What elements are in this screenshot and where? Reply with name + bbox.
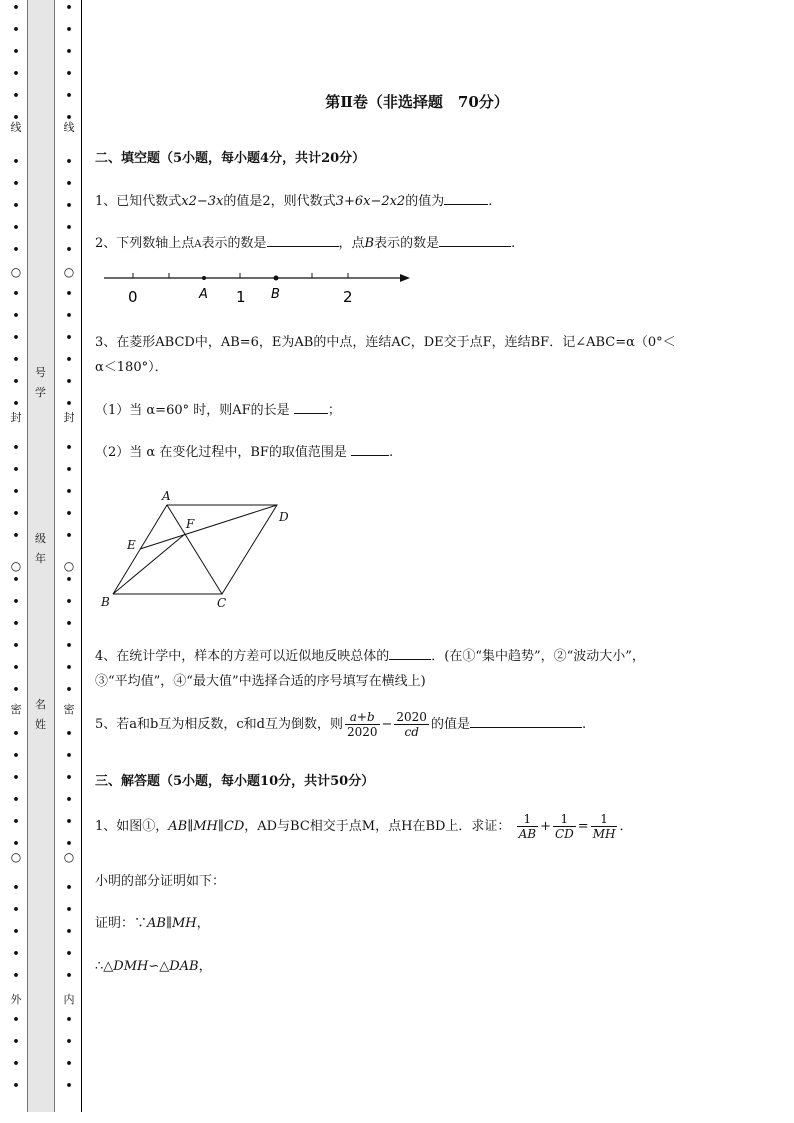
seal-char: 外 (10, 993, 22, 1006)
seal-dot: • (12, 177, 20, 190)
seal-dot: • (12, 925, 20, 938)
seal-dot: • (12, 837, 20, 850)
seal-dot: • (12, 89, 20, 102)
seal-dot: • (12, 573, 20, 586)
seal-dot: • (12, 287, 20, 300)
seal-dot: • (65, 243, 73, 256)
seal-char: ○ (10, 265, 22, 279)
seal-dot: • (12, 771, 20, 784)
seal-dot: • (65, 1013, 73, 1026)
seal-dot: • (12, 1079, 20, 1092)
field-label: 姓 (35, 718, 46, 731)
fraction: $\frac{a+b}{2020}$ (346, 710, 378, 739)
seal-dot: • (65, 331, 73, 344)
seal-dot: • (12, 1013, 20, 1026)
solve-question-1: 1、如图①，AB∥MH∥CD，AD与BC相交于点M，点H在BD上．求证： $\frac{1}{AB}$ + $\frac{1}{CD}$ = $\frac{1}{MH}$ ． (95, 812, 633, 841)
seal-dot: • (12, 45, 20, 58)
seal-dot: • (65, 199, 73, 212)
section-heading: 二、填空题（5小题，每小题4分，共计20分） (95, 151, 366, 166)
seal-dot: • (65, 45, 73, 58)
seal-dot: • (65, 111, 73, 124)
seal-dot: • (65, 67, 73, 80)
question-4: 4、在统计学中，样本的方差可以近似地反映总体的 ．(在①“集中趋势”，②“波动大小”， (95, 649, 645, 664)
answer-blank[interactable] (444, 194, 488, 205)
arrow-icon (400, 274, 410, 282)
point-b (274, 276, 279, 281)
fraction: $\frac{2020}{cd}$ (396, 710, 427, 739)
seal-dot: • (65, 749, 73, 762)
seal-dot: • (12, 1057, 20, 1070)
seal-dot: • (12, 661, 20, 674)
seal-dot: • (12, 639, 20, 652)
seal-dot: • (65, 353, 73, 366)
seal-char: ○ (63, 850, 75, 864)
seal-dot: • (65, 617, 73, 630)
seal-dot: • (12, 353, 20, 366)
seal-dot: • (65, 155, 73, 168)
seal-char: ○ (63, 559, 75, 573)
seal-dot: • (12, 111, 20, 124)
vertex-label: F (186, 517, 195, 531)
seal-char: 封 (63, 411, 75, 424)
seal-dot: • (65, 727, 73, 740)
seal-dot: • (65, 639, 73, 652)
seal-dot: • (65, 177, 73, 190)
seal-dot: • (65, 1, 73, 14)
seal-dot: • (12, 683, 20, 696)
number-label: B (271, 287, 280, 302)
seal-char: ○ (63, 265, 75, 279)
seal-dot: • (12, 155, 20, 168)
seal-dot: • (65, 925, 73, 938)
proof-intro: 小明的部分证明如下： (95, 874, 226, 889)
vertex-label: B (101, 595, 110, 609)
vertex-label: D (279, 510, 289, 524)
seal-char: ○ (10, 559, 22, 573)
question-2: 2、下列数轴上点A表示的数是 ，点B表示的数是 . (95, 236, 516, 251)
seal-dot: • (65, 529, 73, 542)
point-a (202, 276, 206, 280)
rhombus-figure (95, 486, 305, 612)
seal-char: 线 (10, 121, 22, 134)
answer-blank[interactable] (470, 717, 582, 728)
seal-dot: • (12, 441, 20, 454)
proof-step-1: 证明：∵AB∥MH， (95, 916, 210, 931)
page-title: 第Ⅱ卷（非选择题 70分） (325, 93, 509, 111)
seal-dot: • (65, 89, 73, 102)
vertex-label: E (127, 538, 136, 552)
number-label: A (199, 287, 208, 302)
answer-blank[interactable] (294, 403, 328, 414)
seal-dot: • (65, 1035, 73, 1048)
seal-dot: • (65, 969, 73, 982)
question-3-part-2: （2）当 α 在变化过程中，BF的取值范围是 . (95, 445, 394, 460)
seal-dot: • (12, 903, 20, 916)
seal-char: ○ (10, 850, 22, 864)
seal-dot: • (12, 1035, 20, 1048)
seal-dot: • (65, 661, 73, 674)
seal-dot: • (65, 815, 73, 828)
segment-ac (167, 505, 222, 594)
segment-de (140, 505, 277, 549)
seal-dot: • (12, 221, 20, 234)
field-label: 级 (35, 532, 46, 545)
seal-dot: • (65, 947, 73, 960)
binding-divider-right (54, 0, 55, 1112)
seal-dot: • (65, 463, 73, 476)
seal-dot: • (12, 331, 20, 344)
seal-dot: • (65, 1057, 73, 1070)
seal-dot: • (12, 815, 20, 828)
section-heading: 三、解答题（5小题，每小题10分，共计50分） (95, 774, 375, 789)
seal-dot: • (65, 375, 73, 388)
seal-dot: • (65, 771, 73, 784)
seal-dot: • (12, 507, 20, 520)
seal-dot: • (65, 595, 73, 608)
seal-char: 线 (63, 121, 75, 134)
answer-blank[interactable] (267, 236, 339, 247)
segment-bf (113, 534, 185, 594)
seal-dot: • (12, 375, 20, 388)
answer-blank[interactable] (439, 236, 511, 247)
seal-dot: • (12, 969, 20, 982)
fraction: $\frac{1}{AB}$ (518, 812, 537, 841)
question-5: 5、若a和b互为相反数，c和d互为倒数，则 $\frac{a+b}{2020}$ − $\frac{2020}{cd}$ 的值是 . (95, 710, 587, 739)
seal-dot: • (12, 749, 20, 762)
binding-seal-column-right (61, 0, 77, 1112)
seal-char: 封 (10, 411, 22, 424)
question-3-cont: α＜180°）． (95, 360, 168, 375)
seal-dot: • (12, 947, 20, 960)
seal-dot: • (12, 595, 20, 608)
seal-dot: • (65, 287, 73, 300)
proof-step-2: ∴△DMH∽△DAB， (95, 959, 212, 974)
seal-dot: • (65, 793, 73, 806)
number-line-figure (100, 262, 420, 308)
seal-dot: • (65, 309, 73, 322)
seal-dot: • (12, 397, 20, 410)
seal-dot: • (65, 441, 73, 454)
seal-dot: • (12, 881, 20, 894)
seal-dot: • (65, 573, 73, 586)
seal-dot: • (65, 507, 73, 520)
number-label: 1 (236, 288, 246, 306)
seal-dot: • (12, 485, 20, 498)
question-3: 3、在菱形ABCD中，AB=6，E为AB的中点，连结AC，DE交于点F，连结BF．记∠ABC=α（0°＜ (95, 335, 676, 350)
number-label: 0 (128, 288, 138, 306)
seal-dot: • (12, 463, 20, 476)
seal-dot: • (12, 617, 20, 630)
seal-dot: • (12, 529, 20, 542)
seal-dot: • (65, 903, 73, 916)
seal-dot: • (12, 793, 20, 806)
question-3-part-1: （1）当 α=60° 时，则AF的长是 ； (95, 403, 341, 418)
seal-char: 内 (63, 993, 75, 1006)
question-1: 1、已知代数式x2−3x的值是2，则代数式3+6x−2x2的值为 . (95, 194, 493, 209)
seal-dot: • (12, 199, 20, 212)
binding-border (81, 0, 82, 1112)
seal-dot: • (12, 23, 20, 36)
seal-dot: • (65, 221, 73, 234)
binding-margin (0, 0, 84, 1123)
seal-dot: • (12, 67, 20, 80)
seal-dot: • (12, 309, 20, 322)
field-label: 年 (35, 552, 46, 565)
field-label: 学 (35, 386, 46, 399)
binding-seal-column-left (8, 0, 24, 1112)
field-label: 号 (35, 366, 46, 379)
seal-dot: • (65, 23, 73, 36)
seal-dot: • (65, 397, 73, 410)
answer-blank[interactable] (389, 649, 431, 660)
seal-char: 密 (10, 703, 22, 716)
field-label: 名 (35, 698, 46, 711)
seal-dot: • (65, 1079, 73, 1092)
vertex-label: A (162, 489, 171, 503)
fraction: $\frac{1}{MH}$ (592, 812, 616, 841)
seal-dot: • (65, 683, 73, 696)
vertex-label: C (217, 596, 227, 610)
number-label: 2 (343, 288, 353, 306)
fraction: $\frac{1}{CD}$ (554, 812, 574, 841)
seal-char: 密 (63, 703, 75, 716)
seal-dot: • (12, 1, 20, 14)
answer-blank[interactable] (351, 445, 389, 456)
seal-dot: • (65, 881, 73, 894)
seal-dot: • (65, 837, 73, 850)
question-4-cont: ③“平均值”，④“最大值”中选择合适的序号填写在横线上) (95, 674, 426, 689)
seal-dot: • (12, 727, 20, 740)
seal-dot: • (65, 485, 73, 498)
seal-dot: • (12, 243, 20, 256)
